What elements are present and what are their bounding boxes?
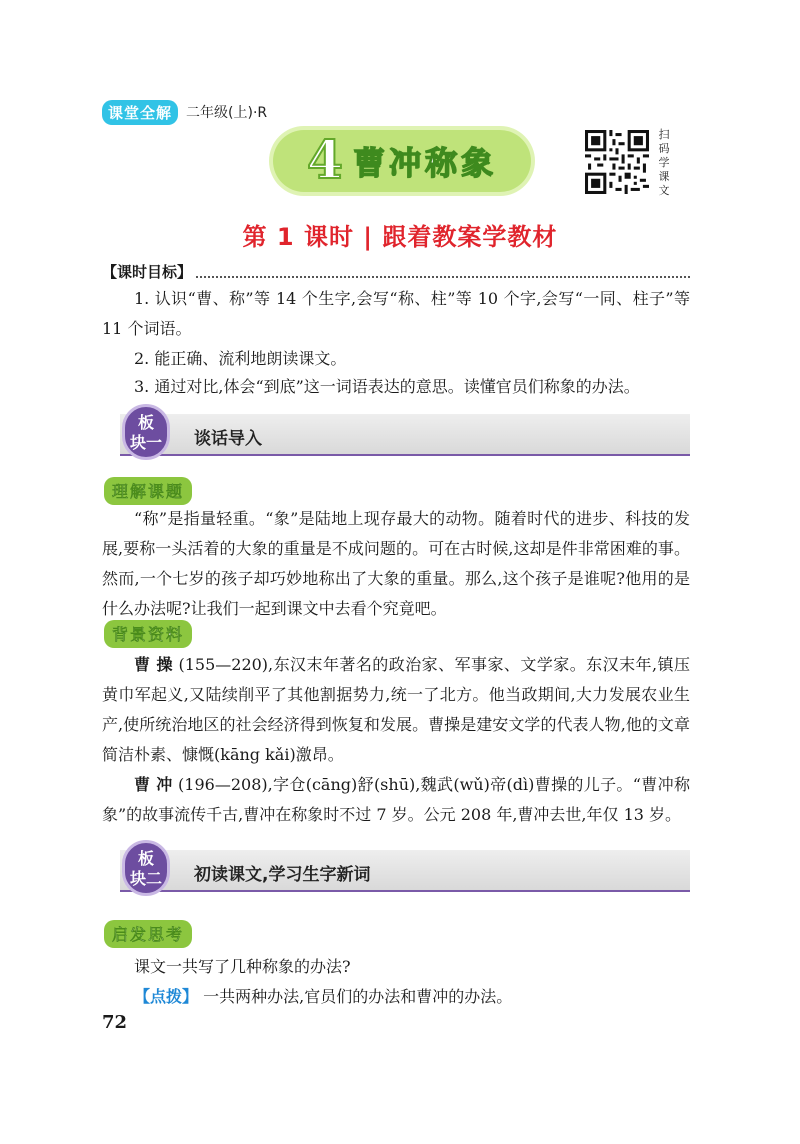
grade-label: 二年级(上)·R [186,105,268,121]
tag-think: 启发思考 [104,920,192,948]
block-label: 初读课文,学习生字新词 [194,865,371,885]
block-badge-top: 板 [137,849,154,868]
tag-understand-title: 理解课题 [104,477,192,505]
caochong-name: 曹 冲 [134,775,173,794]
caochong-text: (196—208),字仓(cāng)舒(shū),魏武(wǔ)帝(dì)曹操的儿子。“曹冲称象”的故事流传千古,曹冲在称象时不过 7 岁。公元 208 年,曹冲去世,年仅 13 岁。 [102,775,690,824]
block-label: 谈话导入 [194,429,262,449]
tip-text: 一共两种办法,官员们的办法和曹冲的办法。 [203,987,513,1006]
goals-heading-label: 【课时目标】 [102,263,193,281]
caochong-entry [102,770,690,830]
block-badge-bottom: 块一 [129,433,162,452]
goal-item-1: 1. 认识“曹、称”等 14 个生字,会写“称、柱”等 10 个字,会写“一同、柱子”等 11 个词语。 [102,289,690,338]
caocao-text: (155—220),东汉末年著名的政治家、军事家、文学家。东汉末年,镇压黄巾军起义,又陆续削平了其他割据势力,统一了北方。他当政期间,大力发展农业生产,使所统治地区的社会经济得到恢复和发展。曹操是建安文学的代表人物,他的文章简洁朴素、慷慨(kāng kǎi)激昂。 [102,655,690,764]
block-badge [122,404,170,460]
goal-item-3: 3. 通过对比,体会“到底”这一词语表达的意思。读懂官员们称象的办法。 [134,377,640,396]
caocao-entry [102,650,690,770]
block-badge-bottom: 块二 [129,869,162,888]
lesson-subtitle: 第 1 课时 | 跟着教案学教材 [242,223,558,251]
running-header [102,100,267,124]
goals-heading [102,261,690,282]
page-number: 72 [102,1012,128,1033]
goal-item-2: 2. 能正确、流利地朗读课文。 [134,349,347,368]
tag-background: 背景资料 [104,620,192,648]
think-question: 课文一共写了几种称象的办法? [134,957,351,976]
dotted-leader [196,266,690,278]
lesson-title: 曹冲称象 [353,144,498,182]
caocao-name: 曹 操 [134,655,173,674]
qr-code-icon[interactable] [585,130,649,194]
block-badge [122,840,170,896]
tip-line [102,982,690,1012]
lesson-title-banner [273,130,531,192]
section-block-1 [120,410,690,458]
lesson-number: 4 [306,130,344,191]
tip-label: 【点拨】 [134,987,199,1006]
block-badge-top: 板 [137,413,154,432]
understand-text: “称”是指量轻重。“象”是陆地上现存最大的动物。随着时代的进步、科技的发展,要称一头活着的大象的重量是不成问题的。可在古时候,这却是件非常困难的事。然而,一个七岁的孩子却巧妙地称出了大象的重量。那么,这个孩子是谁呢?他用的是什么办法呢?让我们一起到课文中去看个究竟吧。 [102,509,690,618]
series-logo: 课堂全解 [102,100,178,125]
section-block-2 [120,846,690,894]
qr-caption: 扫码学课文 [658,128,670,197]
